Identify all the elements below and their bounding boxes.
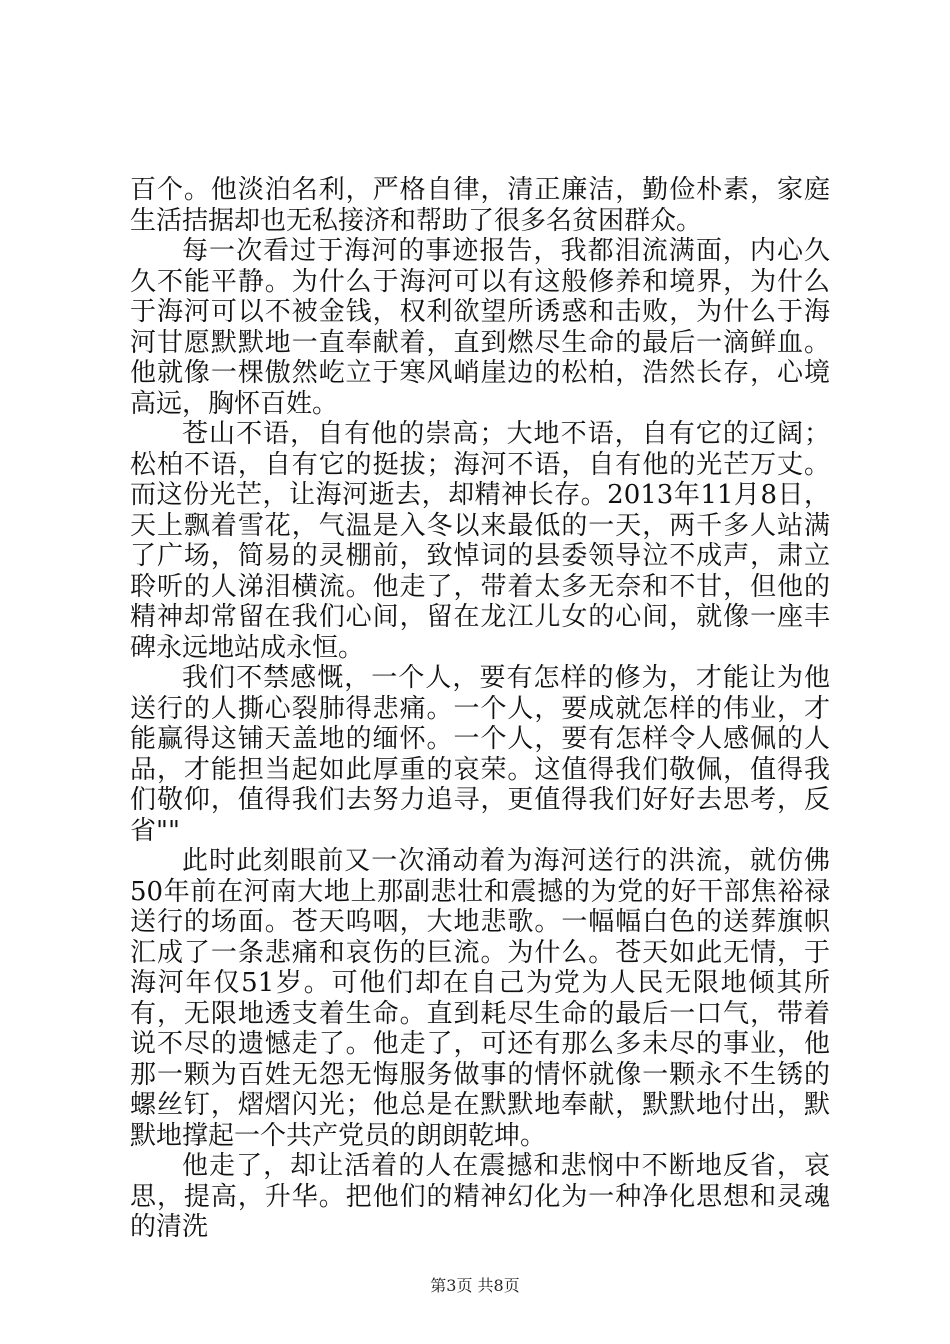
paragraph-2: 每一次看过于海河的事迹报告，我都泪流满面，内心久久不能平静。为什么于海河可以有这般修养和境界，为什么于海河可以不被金钱，权利欲望所诱惑和击败，为什么于海河甘愿默默地一直奉献着，直到燃尽生命的最后一滴鲜血。他就像一棵傲然屹立于寒风峭崖边的松柏，浩然长存，心境高远，胸怀百姓。: [130, 236, 830, 419]
paragraph-5: 此时此刻眼前又一次涌动着为海河送行的洪流，就仿佛50年前在河南大地上那副悲壮和震撼的为党的好干部焦裕禄送行的场面。苍天呜咽，大地悲歌。一幅幅白色的送葬旗帜汇成了一条悲痛和哀伤的巨流。为什么。苍天如此无情，于海河年仅51岁。可他们却在自己为党为人民无限地倾其所有，无限地透支着生命。直到耗尽生命的最后一口气，带着说不尽的遗憾走了。他走了，可还有那么多未尽的事业，他那一颗为百姓无怨无悔服务做事的情怀就像一颗永不生锈的螺丝钉，熠熠闪光；他总是在默默地奉献，默默地付出，默默地撑起一个共产党员的朗朗乾坤。: [130, 846, 830, 1151]
page-footer-number: 第3页 共8页: [430, 1276, 520, 1295]
document-body: [130, 175, 830, 1243]
paragraph-6: 他走了，却让活着的人在震撼和悲悯中不断地反省，哀思，提高，升华。把他们的精神幻化为一种净化思想和灵魂的清洗: [130, 1151, 830, 1242]
paragraph-1: 百个。他淡泊名利，严格自律，清正廉洁，勤俭朴素，家庭生活拮据却也无私接济和帮助了很多名贫困群众。: [130, 175, 830, 236]
paragraph-4: 我们不禁感慨，一个人，要有怎样的修为，才能让为他送行的人撕心裂肺得悲痛。一个人，要成就怎样的伟业，才能赢得这铺天盖地的缅怀。一个人，要有怎样令人感佩的人品，才能担当起如此厚重的哀荣。这值得我们敬佩，值得我们敬仰，值得我们去努力追寻，更值得我们好好去思考，反省"": [130, 663, 830, 846]
paragraph-3: 苍山不语，自有他的崇高；大地不语，自有它的辽阔；松柏不语，自有它的挺拔；海河不语，自有他的光芒万丈。而这份光芒，让海河逝去，却精神长存。2013年11月8日，天上飘着雪花，气温是入冬以来最低的一天，两千多人站满了广场，简易的灵棚前，致悼词的县委领导泣不成声，肃立聆听的人涕泪横流。他走了，带着太多无奈和不甘，但他的精神却常留在我们心间，留在龙江儿女的心间，就像一座丰碑永远地站成永恒。: [130, 419, 830, 663]
